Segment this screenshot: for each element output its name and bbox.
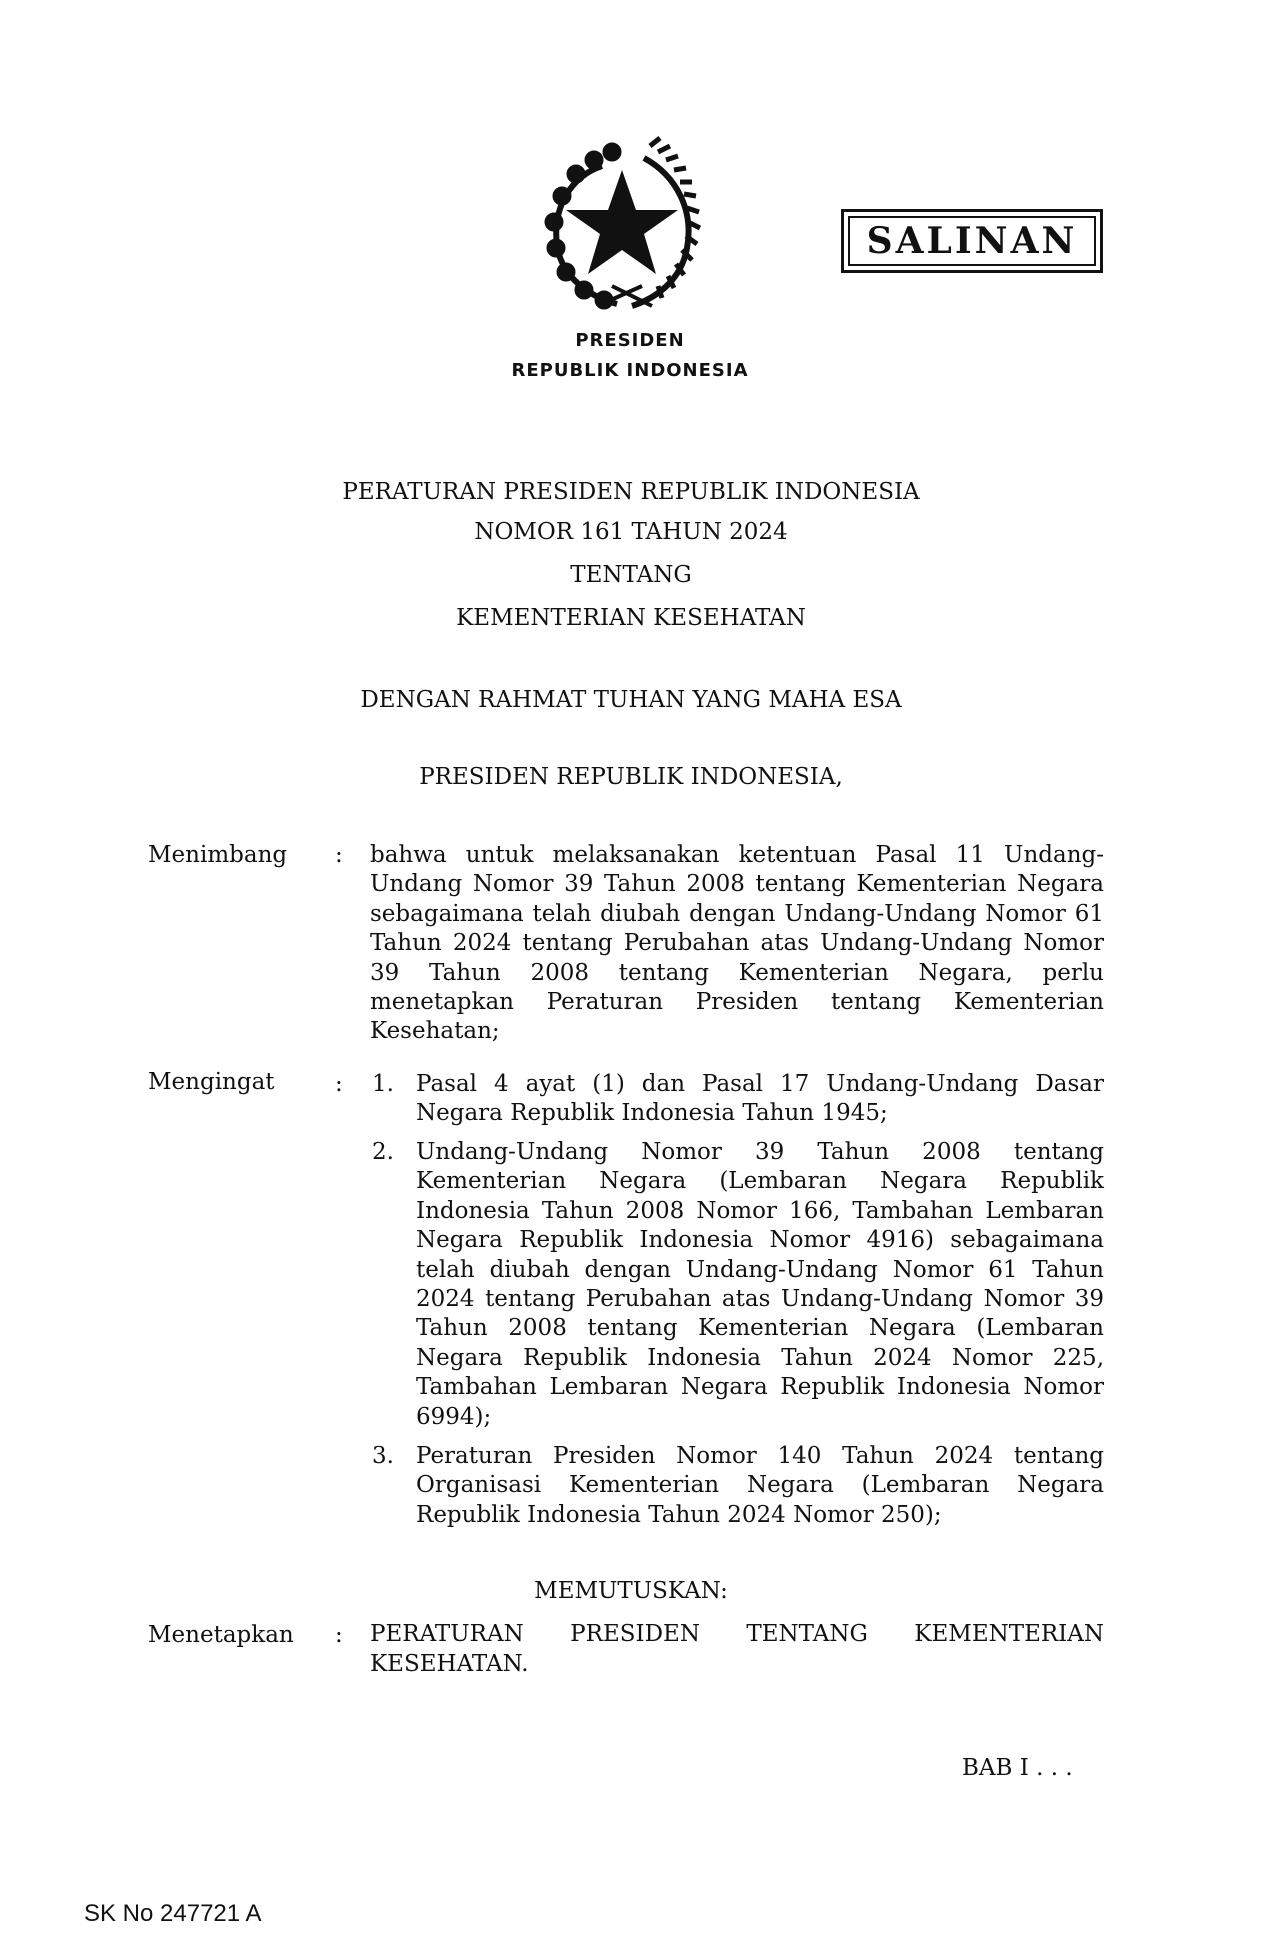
mengingat-colon: : (335, 1071, 343, 1097)
menetapkan-line2: KESEHATAN. (370, 1651, 529, 1677)
title-tentang: TENTANG (570, 562, 692, 588)
menimbang-colon: : (335, 842, 343, 868)
title-regulation: PERATURAN PRESIDEN REPUBLIK INDONESIA (342, 479, 920, 505)
emblem-caption-line1: PRESIDEN (575, 330, 685, 351)
title-invocation: DENGAN RAHMAT TUHAN YANG MAHA ESA (360, 687, 902, 713)
garuda-emblem-icon (532, 136, 712, 314)
title-president: PRESIDEN REPUBLIK INDONESIA, (419, 764, 843, 790)
menimbang-label: Menimbang (148, 842, 288, 868)
mengingat-item-2-text: Undang-Undang Nomor 39 Tahun 2008 tentang Kementerian Negara (Lembaran Negara Republik Indonesia Tahun 2008 Nomor 166, Tambahan Lembaran Negara Republik Indonesia Nomor 4916) sebagaimana telah diubah dengan Undang-Undang Nomor 61 Tahun 2024 tentang Perubahan atas Undang-Undang Nomor 39 Tahun 2008 tentang Kementerian Negara (Lembaran Negara Republik Indonesia Tahun 2024 Nomor 225, Tambahan Lembaran Negara Republik Indonesia Nomor 6994); (416, 1139, 1104, 1430)
mengingat-item-1-text: Pasal 4 ayat (1) dan Pasal 17 Undang-Undang Dasar Negara Republik Indonesia Tahun 1945; (416, 1071, 1104, 1127)
title-subject: KEMENTERIAN KESEHATAN (456, 605, 806, 631)
title-number: NOMOR 161 TAHUN 2024 (474, 519, 788, 545)
mengingat-label: Mengingat (148, 1069, 275, 1095)
mengingat-item-3-num: 3. (372, 1443, 394, 1469)
mengingat-item-3-text: Peraturan Presiden Nomor 140 Tahun 2024 tentang Organisasi Kementerian Negara (Lembaran Negara Republik Indonesia Tahun 2024 Nomor 250); (416, 1443, 1104, 1528)
emblem-caption (420, 326, 840, 386)
mengingat-item-2-num: 2. (372, 1139, 394, 1165)
menetapkan-colon: : (335, 1622, 343, 1648)
salinan-stamp-text: SALINAN (848, 216, 1096, 266)
memutuskan-heading: MEMUTUSKAN: (534, 1578, 728, 1604)
menimbang-text: bahwa untuk melaksanakan ketentuan Pasal 11 Undang-Undang Nomor 39 Tahun 2008 tentang Kementerian Negara sebagaimana telah diubah dengan Undang-Undang Nomor 61 Tahun 2024 tentang Perubahan atas Undang-Undang Nomor 39 Tahun 2008 tentang Kementerian Negara, perlu menetapkan Peraturan Presiden tentang Kementerian Kesehatan; (370, 842, 1104, 1045)
next-page-indicator: BAB I . . . (962, 1755, 1073, 1781)
mengingat-item-1-num: 1. (372, 1071, 394, 1097)
menetapkan-line1: PERATURAN PRESIDEN TENTANG KEMENTERIAN (370, 1621, 1104, 1647)
document-code: SK No 247721 A (84, 1900, 262, 1927)
salinan-stamp (841, 209, 1103, 273)
emblem-caption-line2: REPUBLIK INDONESIA (511, 360, 749, 381)
menetapkan-label: Menetapkan (148, 1622, 294, 1648)
